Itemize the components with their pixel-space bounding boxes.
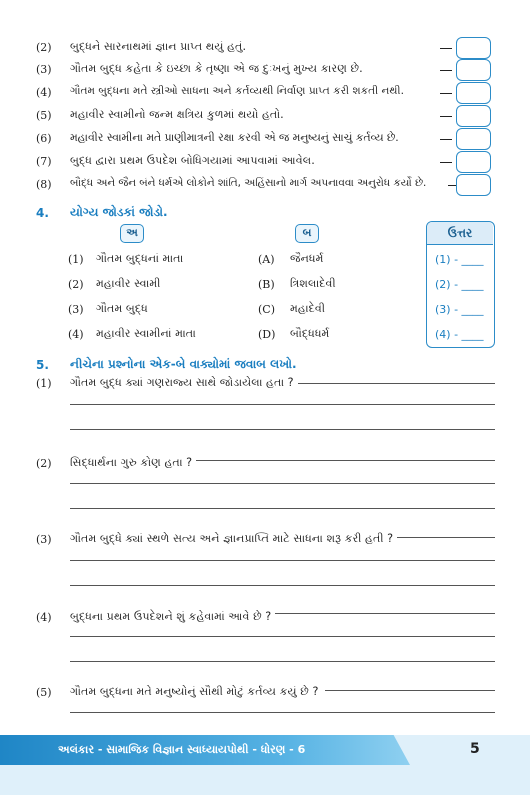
question-text: ગૌતમ બુદ્ધના મતે મનુષ્યોનું સૌથી મોટું કર્તવ્ય કયું છે ? — [70, 685, 322, 699]
answer-line[interactable] — [70, 661, 495, 662]
statement-text: બુદ્ધને સારનાથમાં જ્ઞાન પ્રાપ્ત થયું હતું. — [70, 40, 247, 53]
answer-dash — [440, 162, 452, 163]
true-false-item — [0, 83, 530, 105]
answer-panel — [426, 221, 495, 348]
right-item-number: (D) — [258, 328, 276, 341]
answer-line[interactable] — [290, 383, 495, 384]
item-number: (5) — [36, 109, 52, 122]
question-text: બુદ્ધના પ્રથમ ઉપદેશને શું કહેવામાં આવે છે ? — [70, 610, 275, 624]
answer-blank[interactable]: (3) - ____ — [435, 303, 484, 316]
item-number: (6) — [36, 132, 52, 145]
answer-dash — [440, 70, 452, 71]
true-false-item — [0, 38, 530, 60]
answer-box[interactable] — [456, 59, 491, 81]
left-item-text: ગૌતમ બુદ્ધનાં માતા — [96, 252, 184, 265]
right-item-text: બૌદ્ધધર્મ — [290, 327, 330, 340]
answer-line[interactable] — [70, 483, 495, 484]
right-item-number: (C) — [258, 303, 275, 316]
statement-text: બૌદ્ધ અને જૈન બંને ધર્મએ લોકોને શાંતિ, અહિંસાનો માર્ગ અપનાવવા અનુરોધ કર્યો છે. — [70, 177, 427, 189]
right-item-text: ત્રિશલાદેવી — [290, 277, 336, 290]
answer-dash — [440, 93, 452, 94]
statement-text: મહાવીર સ્વામીનો જન્મ ક્ષત્રિય કુળમાં થયો હતો. — [70, 108, 284, 121]
statement-text: ગૌતમ બુદ્ધ કહેતા કે ઇચ્છા કે તૃષ્ણા એ જ દુઃખનું મુખ્ય કારણ છે. — [70, 62, 363, 75]
answer-line[interactable] — [70, 712, 495, 713]
answer-dash — [440, 139, 452, 140]
question-number: (5) — [36, 686, 52, 699]
answer-line[interactable] — [70, 508, 495, 509]
answer-line[interactable] — [70, 404, 495, 405]
left-item-number: (3) — [68, 303, 84, 316]
true-false-item — [0, 60, 530, 82]
footer-book-title: અલંકાર - સામાજિક વિજ્ઞાન સ્વાધ્યાયપોથી - ધોરણ - 6 — [58, 743, 306, 756]
column-b-label: બ — [295, 224, 319, 243]
question-number: (4) — [36, 611, 52, 624]
answer-line[interactable] — [325, 690, 495, 691]
answer-box[interactable] — [456, 37, 491, 59]
question-number: (2) — [36, 457, 52, 470]
question-number: (3) — [36, 533, 52, 546]
section-title: નીચેના પ્રશ્નોના એક-બે વાક્યોમાં જવાબ લખો. — [70, 357, 297, 371]
left-item-number: (1) — [68, 253, 84, 266]
right-item-number: (A) — [258, 253, 275, 266]
answer-line[interactable] — [275, 613, 495, 614]
true-false-item — [0, 152, 530, 174]
column-a-label: અ — [120, 224, 144, 243]
answer-box[interactable] — [456, 151, 491, 173]
statement-text: ગૌતમ બુદ્ધના મતે સ્ત્રીઓ સાધના અને કર્તવ્યથી નિર્વાણ પ્રાપ્ત કરી શકતી નથી. — [70, 85, 404, 97]
answer-line[interactable] — [70, 560, 495, 561]
item-number: (3) — [36, 63, 52, 76]
answer-line[interactable] — [395, 537, 495, 538]
true-false-item — [0, 129, 530, 151]
true-false-item — [0, 175, 530, 197]
right-item-text: જૈનધર્મ — [290, 252, 324, 265]
question-number: (1) — [36, 377, 52, 390]
question-text: ગૌતમ બુદ્ધ ક્યાં ગણરાજ્ય સાથે જોડાયેલા હતા ? — [70, 376, 298, 390]
statement-text: બુદ્ધ દ્વારા પ્રથમ ઉપદેશ બોધિગયામાં આપવામાં આવેલ. — [70, 154, 315, 167]
page-number: 5 — [470, 741, 480, 757]
statement-text: મહાવીર સ્વામીના મતે પ્રાણીમાત્રની રક્ષા કરવી એ જ મનુષ્યનું સાચું કર્તવ્ય છે. — [70, 131, 399, 144]
answer-box[interactable] — [456, 105, 491, 127]
answer-blank[interactable]: (2) - ____ — [435, 278, 484, 291]
true-false-item — [0, 106, 530, 128]
answer-line[interactable] — [70, 636, 495, 637]
answer-line[interactable] — [70, 429, 495, 430]
left-item-number: (2) — [68, 278, 84, 291]
answer-dash — [448, 185, 456, 186]
answer-box[interactable] — [456, 174, 491, 196]
section-title: યોગ્ય જોડકાં જોડો. — [70, 205, 168, 219]
item-number: (2) — [36, 41, 52, 54]
item-number: (8) — [36, 178, 52, 191]
answer-dash — [440, 116, 452, 117]
answer-blank[interactable]: (1) - ____ — [435, 253, 484, 266]
answer-heading: ઉત્તર — [427, 222, 493, 245]
left-item-number: (4) — [68, 328, 84, 341]
question-text: સિદ્ધાર્થના ગુરુ કોણ હતા ? — [70, 456, 196, 470]
answer-blank[interactable]: (4) - ____ — [435, 328, 484, 341]
answer-dash — [440, 48, 452, 49]
answer-box[interactable] — [456, 128, 491, 150]
left-item-text: ગૌતમ બુદ્ધ — [96, 302, 148, 315]
left-item-text: મહાવીર સ્વામી — [96, 277, 161, 290]
section-number: 4. — [36, 206, 49, 220]
answer-line[interactable] — [70, 585, 495, 586]
item-number: (4) — [36, 86, 52, 99]
right-item-number: (B) — [258, 278, 275, 291]
answer-line[interactable] — [190, 460, 495, 461]
answer-box[interactable] — [456, 82, 491, 104]
question-text: ગૌતમ બુદ્ધે ક્યાં સ્થળે સત્ય અને જ્ઞાનપ્રાપ્તિ માટે સાધના શરૂ કરી હતી ? — [70, 532, 397, 546]
right-item-text: મહાદેવી — [290, 302, 326, 315]
left-item-text: મહાવીર સ્વામીનાં માતા — [96, 327, 196, 340]
section-number: 5. — [36, 358, 49, 372]
item-number: (7) — [36, 155, 52, 168]
